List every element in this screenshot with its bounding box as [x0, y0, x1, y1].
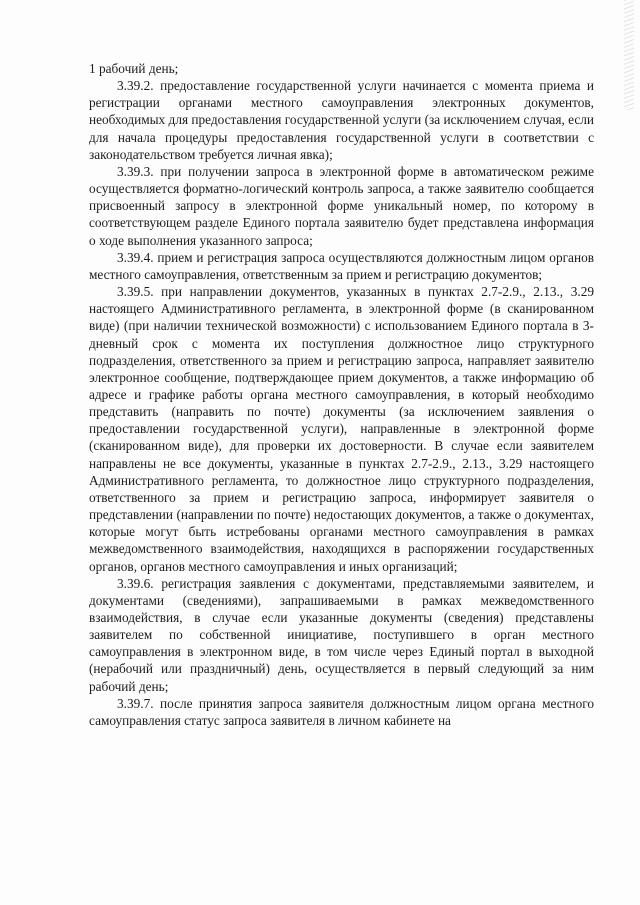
- paragraph-3-39-7: 3.39.7. после принятия запроса заявителя должностным лицом органа местного самоуправления статус запроса заявителя в личном кабинете на: [89, 695, 594, 728]
- paragraph-3-39-2: 3.39.2. предоставление государственной услуги начинается с момента приема и регистрации органами местного самоуправления электронных документов, необходимых для предоставления государственной услуги (за исключением случая, если для начала процедуры предоставления государственной услуги в соответствии с законодательством требуется личная явка);: [89, 78, 594, 162]
- paragraph-3-39-3: 3.39.3. при получении запроса в электронной форме в автоматическом режиме осуществляется форматно-логический контроль запроса, а также заявителю сообщается присвоенный запросу в электронной форме уникальный номер, по которому в соответствующем разделе Единого портала заявителю будет представлена информация о ходе выполнения указанного запроса;: [89, 163, 594, 248]
- paragraph-3-39-4: 3.39.4. прием и регистрация запроса осуществляются должностным лицом органов местного самоуправления, ответственным за прием и регистрацию документов;: [89, 249, 594, 282]
- scan-edge-artifact: [624, 0, 634, 110]
- paragraph-continuation: 1 рабочий день;: [89, 61, 179, 76]
- paragraph-3-39-6: 3.39.6. регистрация заявления с документами, представляемыми заявителем, и документами (сведениями), запрашиваемыми в рамках межведомственного взаимодействия, в случае если указанные документы (сведения) представлены заявителем по собственной инициативе, поступившего в орган местного самоуправления в электронном виде, в том числе через Единый портал в выходной (нерабочий или праздничный) день, осуществляется в первый следующий за ним рабочий день;: [89, 575, 594, 694]
- document-body: [89, 60, 594, 729]
- paragraph-3-39-5: 3.39.5. при направлении документов, указанных в пунктах 2.7-2.9., 2.13., 3.29 настоящего Административного регламента, в электронной форме (в сканированном виде) (при наличии технической возможности) с использованием Единого портала в 3-дневный срок с момента их поступления должностное лицо структурного подразделения, ответственного за прием и регистрацию запроса, направляет заявителю электронное сообщение, подтверждающее прием документов, а также информацию об адресе и графике работы органа местного самоуправления, в который необходимо представить (направить по почте) документы (за исключением заявления о предоставлении государственной услуги), направленные в электронной форме (сканированном виде), для проверки их достоверности. В случае если заявителем направлены не все документы, указанные в пунктах 2.7-2.9., 2.13., 3.29 настоящего Административного регламента, то должностное лицо структурного подразделения, ответственного за прием и регистрацию запроса, информирует заявителя о представлении (направлении по почте) недостающих документов, а также о документах, которые могут быть истребованы органами местного самоуправления в рамках межведомственного взаимодействия, находящихся в распоряжении государственных органов, органов местного самоуправления и иных организаций;: [89, 284, 594, 574]
